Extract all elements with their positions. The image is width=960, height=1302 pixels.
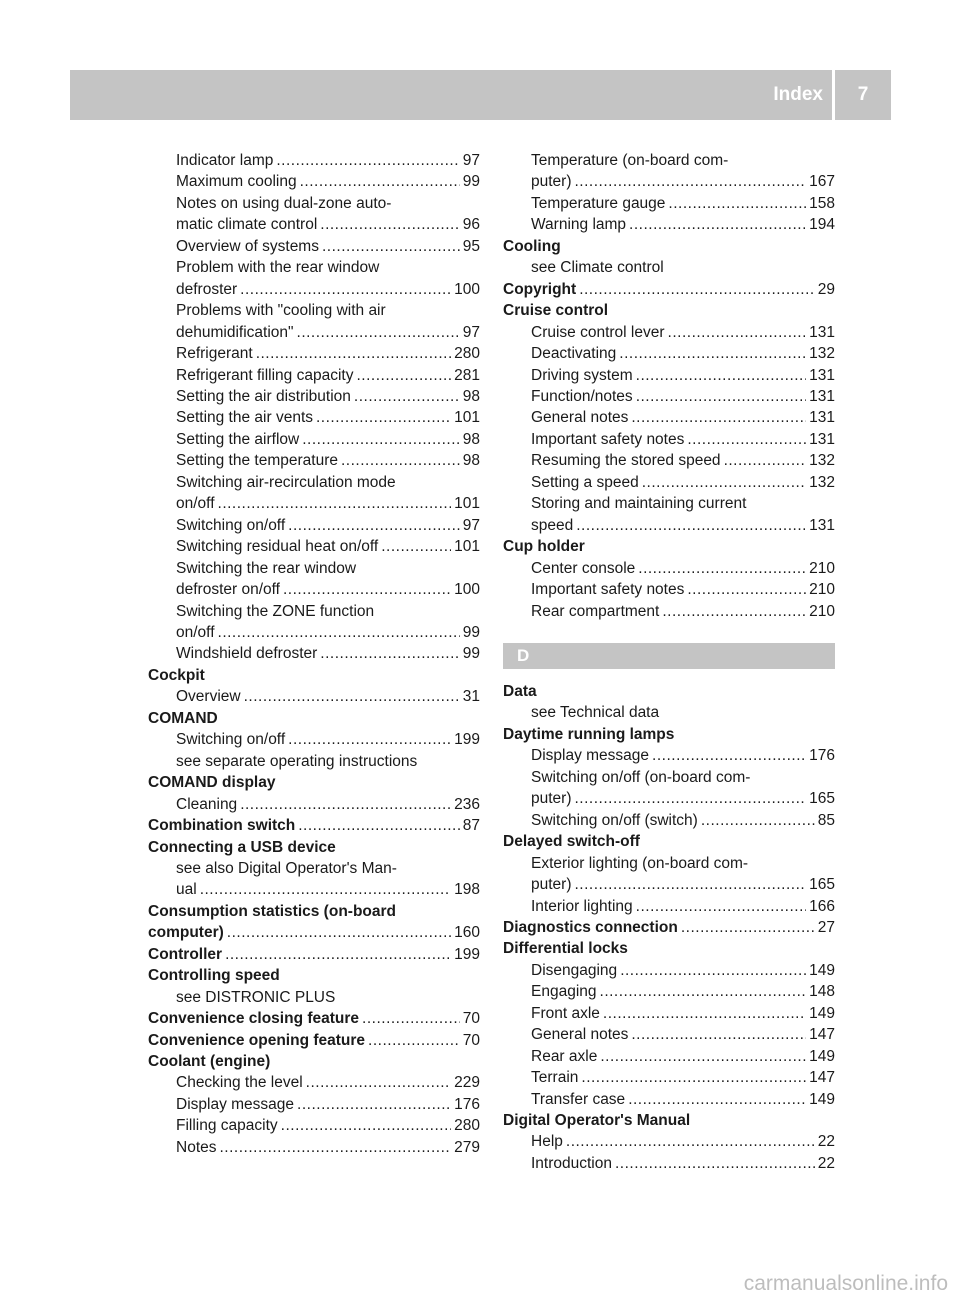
index-entry-main: Controlling speed — [148, 967, 280, 985]
dot-leader — [662, 601, 806, 622]
entry-label: Notes — [176, 1138, 217, 1156]
entry-page-number: 176 — [454, 1095, 480, 1113]
dot-leader — [306, 1072, 451, 1093]
entry-page-number: 210 — [809, 581, 835, 599]
entry-label: Warning lamp — [531, 216, 627, 234]
entry-label: Setting a speed — [531, 473, 639, 491]
dot-leader — [636, 896, 806, 917]
entry-page-number: 97 — [462, 323, 480, 341]
entry-page-number: 97 — [462, 516, 480, 534]
entry-label: Controller — [148, 945, 223, 963]
entry-page-number: 99 — [462, 645, 480, 663]
entry-label: Copyright — [503, 280, 577, 298]
entry-page-number: 87 — [462, 817, 480, 835]
index-entry-sub — [503, 1046, 835, 1067]
index-entry-sub — [503, 322, 835, 343]
index-entry-main: Cooling — [503, 237, 561, 255]
entry-label: Cleaning — [176, 795, 238, 813]
entry-page-number: 131 — [809, 387, 835, 405]
index-entry-sub — [148, 343, 480, 364]
index-entry-sub — [148, 450, 480, 471]
index-entry-sub — [503, 1003, 835, 1024]
entry-page-number: 132 — [809, 473, 835, 491]
dot-leader — [575, 788, 807, 809]
index-entry-sub — [148, 1094, 480, 1115]
entry-label: Interior lighting — [531, 897, 633, 915]
entry-label: General notes — [531, 409, 629, 427]
index-entry-sub — [148, 386, 480, 407]
index-entry-sub — [148, 279, 480, 300]
index-entry-main — [503, 279, 835, 300]
index-entry-sub — [503, 810, 835, 831]
entry-label: Filling capacity — [176, 1117, 278, 1135]
dot-leader — [281, 1115, 451, 1136]
entry-page-number: 198 — [454, 881, 480, 899]
dot-leader — [240, 794, 451, 815]
entry-page-number: 100 — [454, 280, 480, 298]
dot-leader — [687, 579, 806, 600]
index-entry-sub — [148, 515, 480, 536]
index-entry-sub — [503, 407, 835, 428]
index-entry-sub — [503, 981, 835, 1002]
index-entry-main — [148, 1008, 480, 1029]
entry-label: Engaging — [531, 983, 597, 1001]
index-entry-sub: see DISTRONIC PLUS — [176, 988, 336, 1006]
entry-page-number: 100 — [454, 581, 480, 599]
entry-page-number: 70 — [462, 1031, 480, 1049]
entry-label: Display message — [531, 747, 650, 765]
entry-label: puter) — [531, 173, 572, 191]
entry-label: ual — [176, 881, 197, 899]
index-entry-main — [148, 944, 480, 965]
dot-leader — [283, 579, 451, 600]
index-entry-main: Cup holder — [503, 538, 585, 556]
entry-label: Driving system — [531, 366, 633, 384]
index-entry-main: Connecting a USB device — [148, 838, 336, 856]
dot-leader — [636, 365, 806, 386]
page-number: 7 — [857, 84, 869, 105]
entry-label: Switching residual heat on/off — [176, 538, 379, 556]
entry-page-number: 96 — [462, 216, 480, 234]
entry-page-number: 29 — [817, 280, 835, 298]
dot-leader — [302, 429, 460, 450]
index-entry-sub — [148, 150, 480, 171]
entry-label: puter) — [531, 876, 572, 894]
index-entry-main: Consumption statistics (on-board — [148, 902, 396, 920]
index-entry-sub: Switching the ZONE function — [176, 602, 375, 620]
index-entry-sub — [148, 171, 480, 192]
dot-leader — [240, 279, 451, 300]
index-entry-sub: Switching on/off (on-board com- — [531, 768, 751, 786]
index-entry-sub — [148, 643, 480, 664]
entry-page-number: 99 — [462, 623, 480, 641]
dot-leader — [244, 686, 460, 707]
dot-leader — [701, 810, 815, 831]
index-list — [503, 150, 835, 622]
index-entry-sub — [148, 365, 480, 386]
dot-leader — [620, 960, 806, 981]
index-entry-sub — [503, 343, 835, 364]
dot-leader — [681, 917, 815, 938]
index-entry-sub — [148, 429, 480, 450]
entry-page-number: 167 — [809, 173, 835, 191]
entry-label: Transfer case — [531, 1090, 626, 1108]
index-entry-sub — [148, 536, 480, 557]
dot-leader — [668, 322, 807, 343]
entry-page-number: 97 — [462, 152, 480, 169]
entry-page-number: 95 — [462, 237, 480, 255]
index-entry-sub — [148, 794, 480, 815]
entry-label: Convenience opening feature — [148, 1031, 366, 1049]
page-title: Index — [773, 84, 823, 105]
index-entry-main — [503, 917, 835, 938]
dot-leader — [652, 745, 806, 766]
index-entry-sub — [503, 1067, 835, 1088]
dot-leader — [579, 279, 815, 300]
index-entry-sub — [503, 171, 835, 192]
entry-page-number: 27 — [817, 918, 835, 936]
entry-label: Setting the air vents — [176, 409, 313, 427]
dot-leader — [341, 450, 460, 471]
entry-page-number: 31 — [462, 688, 480, 706]
entry-page-number: 131 — [809, 409, 835, 427]
entry-page-number: 85 — [817, 811, 835, 829]
entry-label: on/off — [176, 623, 215, 641]
entry-label: Introduction — [531, 1154, 612, 1172]
index-entry-sub — [148, 407, 480, 428]
dot-leader — [724, 450, 807, 471]
watermark: carmanualsonline.info — [743, 1272, 948, 1295]
entry-page-number: 131 — [809, 323, 835, 341]
entry-page-number: 236 — [454, 795, 480, 813]
dot-leader — [288, 729, 451, 750]
entry-page-number: 131 — [809, 430, 835, 448]
entry-label: Function/notes — [531, 387, 633, 405]
dot-leader — [575, 874, 807, 895]
entry-page-number: 70 — [462, 1010, 480, 1028]
index-entry-main: Digital Operator's Manual — [503, 1112, 691, 1130]
section-letter: D — [517, 645, 530, 665]
dot-leader — [320, 214, 459, 235]
entry-page-number: 98 — [462, 387, 480, 405]
entry-page-number: 149 — [809, 961, 835, 979]
entry-page-number: 160 — [454, 924, 480, 942]
entry-page-number: 101 — [454, 495, 480, 513]
entry-page-number: 149 — [809, 1090, 835, 1108]
dot-leader — [600, 981, 807, 1002]
dot-leader — [619, 343, 806, 364]
entry-page-number: 99 — [462, 173, 480, 191]
entry-label: Important safety notes — [531, 430, 685, 448]
index-entry-sub: Problem with the rear window — [176, 259, 380, 277]
dot-leader — [636, 386, 806, 407]
index-list — [503, 681, 835, 1174]
entry-page-number: 210 — [809, 559, 835, 577]
entry-page-number: 210 — [809, 602, 835, 620]
dot-leader — [288, 515, 460, 536]
entry-label: Help — [531, 1133, 563, 1151]
dot-leader — [638, 558, 806, 579]
dot-leader — [362, 1008, 460, 1029]
index-entry-sub: see Climate control — [531, 259, 664, 277]
dot-leader — [631, 1024, 806, 1045]
index-entry-main: Delayed switch-off — [503, 833, 640, 851]
index-entry-sub — [148, 322, 480, 343]
index-entry-sub: Storing and maintaining current — [531, 495, 747, 513]
entry-label: Deactivating — [531, 345, 617, 363]
index-entry-sub — [503, 214, 835, 235]
entry-label: Rear axle — [531, 1047, 598, 1065]
dot-leader — [642, 472, 806, 493]
entry-label: Setting the airflow — [176, 430, 300, 448]
dot-leader — [200, 879, 451, 900]
index-entry-sub — [503, 896, 835, 917]
entry-page-number: 165 — [809, 876, 835, 894]
dot-leader — [227, 922, 451, 943]
dot-leader — [297, 322, 460, 343]
index-entry-main: Cockpit — [148, 666, 205, 684]
dot-leader — [320, 643, 459, 664]
index-entry-sub — [503, 1024, 835, 1045]
index-entry-sub — [503, 745, 835, 766]
dot-leader — [356, 365, 451, 386]
index-entry-sub — [148, 1115, 480, 1136]
entry-label: Cruise control lever — [531, 323, 665, 341]
section-header-d — [503, 643, 835, 669]
index-entry-sub — [503, 193, 835, 214]
index-entry-sub — [503, 579, 835, 600]
entry-page-number: 131 — [809, 366, 835, 384]
dot-leader — [576, 515, 806, 536]
entry-page-number: 132 — [809, 345, 835, 363]
index-entry-sub — [148, 879, 480, 900]
index-entry-sub — [148, 493, 480, 514]
dot-leader — [628, 1089, 806, 1110]
index-entry-main: Daytime running lamps — [503, 725, 675, 743]
index-entry-sub: Notes on using dual-zone auto- — [176, 194, 392, 212]
index-entry-sub — [503, 365, 835, 386]
entry-page-number: 98 — [462, 430, 480, 448]
entry-label: defroster — [176, 280, 238, 298]
index-entry-sub — [503, 1089, 835, 1110]
entry-page-number: 158 — [809, 194, 835, 212]
entry-label: Setting the temperature — [176, 452, 338, 470]
entry-page-number: 229 — [454, 1074, 480, 1092]
entry-page-number: 149 — [809, 1004, 835, 1022]
index-entry-sub — [503, 601, 835, 622]
entry-label: Disengaging — [531, 961, 618, 979]
entry-page-number: 199 — [454, 731, 480, 749]
entry-page-number: 166 — [809, 897, 835, 915]
dot-leader — [298, 815, 460, 836]
entry-label: on/off — [176, 495, 215, 513]
dot-leader — [218, 493, 452, 514]
entry-page-number: 176 — [809, 747, 835, 765]
index-entry-sub — [503, 1131, 835, 1152]
entry-label: Refrigerant — [176, 345, 253, 363]
entry-label: Refrigerant filling capacity — [176, 366, 354, 384]
index-entry-sub — [503, 429, 835, 450]
dot-leader — [581, 1067, 806, 1088]
dot-leader — [256, 343, 451, 364]
index-entry-main: COMAND — [148, 709, 218, 727]
dot-leader — [381, 536, 451, 557]
entry-page-number: 101 — [454, 538, 480, 556]
dot-leader — [225, 944, 451, 965]
index-entry-main — [148, 1030, 480, 1051]
index-entry-sub: Exterior lighting (on-board com- — [531, 854, 749, 872]
entry-page-number: 101 — [454, 409, 480, 427]
dot-leader — [300, 171, 460, 192]
index-column-right — [503, 150, 835, 1174]
entry-label: Setting the air distribution — [176, 387, 351, 405]
entry-label: Overview of systems — [176, 237, 319, 255]
entry-label: puter) — [531, 790, 572, 808]
dot-leader — [615, 1153, 815, 1174]
entry-page-number: 199 — [454, 945, 480, 963]
index-entry-main — [148, 922, 480, 943]
entry-label: Maximum cooling — [176, 173, 297, 191]
entry-page-number: 22 — [817, 1154, 835, 1172]
entry-label: Important safety notes — [531, 581, 685, 599]
entry-label: Convenience closing feature — [148, 1010, 360, 1028]
entry-page-number: 148 — [809, 983, 835, 1001]
entry-page-number: 280 — [454, 1117, 480, 1135]
index-entry-sub — [503, 515, 835, 536]
entry-label: Diagnostics connection — [503, 918, 678, 936]
entry-label: Overview — [176, 688, 241, 706]
index-entry-main: Differential locks — [503, 940, 628, 958]
index-entry-sub — [503, 874, 835, 895]
entry-label: Switching on/off — [176, 731, 286, 749]
index-entry-sub — [503, 1153, 835, 1174]
entry-page-number: 149 — [809, 1047, 835, 1065]
index-entry-sub — [503, 450, 835, 471]
entry-page-number: 280 — [454, 345, 480, 363]
index-entry-main: Coolant (engine) — [148, 1053, 271, 1071]
dot-leader — [631, 407, 806, 428]
dot-leader — [220, 1137, 452, 1158]
entry-label: Rear compartment — [531, 602, 660, 620]
index-entry-sub — [503, 960, 835, 981]
index-entry-sub: Temperature (on-board com- — [531, 152, 729, 169]
index-entry-main: Data — [503, 682, 537, 700]
index-entry-sub — [148, 214, 480, 235]
entry-page-number: 194 — [809, 216, 835, 234]
index-entry-sub: Switching the rear window — [176, 559, 357, 577]
dot-leader — [600, 1046, 806, 1067]
dot-leader — [668, 193, 806, 214]
dot-leader — [276, 150, 459, 171]
entry-page-number: 147 — [809, 1069, 835, 1087]
entry-label: dehumidification" — [176, 323, 294, 341]
entry-label: Switching on/off — [176, 516, 286, 534]
dot-leader — [575, 171, 807, 192]
entry-label: computer) — [148, 924, 224, 942]
entry-label: Combination switch — [148, 817, 296, 835]
entry-page-number: 132 — [809, 452, 835, 470]
index-entry-main — [148, 815, 480, 836]
entry-page-number: 279 — [454, 1138, 480, 1156]
entry-page-number: 131 — [809, 516, 835, 534]
entry-label: Checking the level — [176, 1074, 303, 1092]
index-entry-main: Cruise control — [503, 302, 609, 320]
entry-page-number: 98 — [462, 452, 480, 470]
entry-label: matic climate control — [176, 216, 318, 234]
entry-label: defroster on/off — [176, 581, 280, 599]
dot-leader — [218, 622, 460, 643]
entry-page-number: 281 — [454, 366, 480, 384]
entry-label: Center console — [531, 559, 636, 577]
entry-label: Switching on/off (switch) — [531, 811, 698, 829]
index-entry-sub — [148, 1072, 480, 1093]
dot-leader — [566, 1131, 815, 1152]
dot-leader — [368, 1030, 460, 1051]
entry-page-number: 22 — [817, 1133, 835, 1151]
index-entry-sub — [148, 622, 480, 643]
entry-page-number: 165 — [809, 790, 835, 808]
entry-label: Temperature gauge — [531, 194, 666, 212]
index-entry-sub — [503, 788, 835, 809]
dot-leader — [322, 236, 460, 257]
index-column-left — [148, 150, 480, 1158]
index-entry-sub — [503, 558, 835, 579]
index-entry-sub: see separate operating instructions — [176, 752, 418, 770]
index-entry-sub: see Technical data — [531, 704, 660, 722]
entry-label: General notes — [531, 1026, 629, 1044]
dot-leader — [297, 1094, 451, 1115]
dot-leader — [687, 429, 806, 450]
index-entry-sub — [148, 579, 480, 600]
index-entry-sub — [148, 686, 480, 707]
index-entry-sub — [148, 729, 480, 750]
index-entry-sub — [503, 472, 835, 493]
entry-page-number: 147 — [809, 1026, 835, 1044]
index-entry-sub — [148, 1137, 480, 1158]
index-entry-sub: Switching air-recirculation mode — [176, 473, 396, 491]
entry-label: Resuming the stored speed — [531, 452, 721, 470]
entry-label: Display message — [176, 1095, 295, 1113]
entry-label: Windshield defroster — [176, 645, 318, 663]
index-list — [148, 150, 480, 1158]
dot-leader — [603, 1003, 806, 1024]
dot-leader — [316, 407, 451, 428]
entry-label: speed — [531, 516, 574, 534]
index-entry-sub — [503, 386, 835, 407]
dot-leader — [354, 386, 460, 407]
index-entry-main: COMAND display — [148, 774, 276, 792]
dot-leader — [629, 214, 806, 235]
entry-label: Terrain — [531, 1069, 579, 1087]
entry-label: Indicator lamp — [176, 152, 274, 169]
entry-label: Front axle — [531, 1004, 600, 1022]
index-entry-sub — [148, 236, 480, 257]
index-entry-sub: Problems with "cooling with air — [176, 302, 386, 320]
index-entry-sub: see also Digital Operator's Man- — [176, 859, 397, 877]
